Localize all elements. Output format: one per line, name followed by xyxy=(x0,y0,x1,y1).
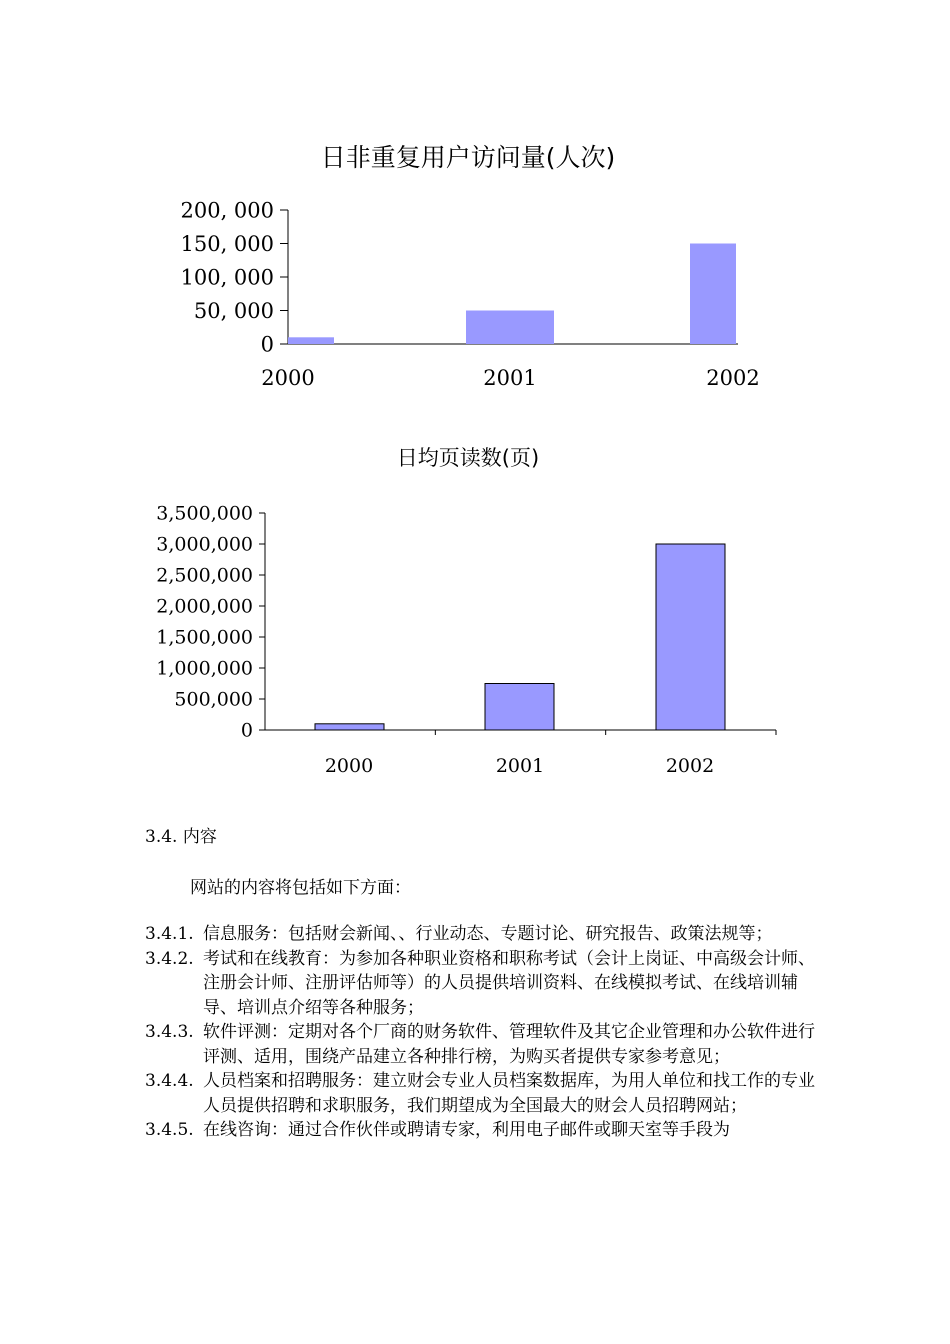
x-category-label: 2000 xyxy=(324,755,374,777)
list-item xyxy=(145,922,815,947)
y-tick-label: 0 xyxy=(240,719,253,742)
item-text: 在线咨询：通过合作伙伴或聘请专家，利用电子邮件或聊天室等手段为 xyxy=(203,1120,730,1140)
item-text: 考试和在线教育：为参加各种职业资格和职称考试（会计上岗证、中高级会计师、注册会计师、注册评估师等）的人员提供培训资料、在线模拟考试、在线培训辅导、培训点介绍等各种服务； xyxy=(203,948,815,1018)
y-tick-label: 1,500,000 xyxy=(156,626,253,649)
bar xyxy=(485,684,554,731)
chart-title: 日非重复用户访问量(人次) xyxy=(320,143,616,172)
y-tick-label: 500,000 xyxy=(174,688,253,711)
item-text: 信息服务：包括财会新闻、、行业动态、专题讨论、研究报告、政策法规等； xyxy=(203,924,773,944)
chart-daily-unique-visitors xyxy=(0,130,950,400)
y-tick-label: 0 xyxy=(260,332,274,357)
item-number: 3.4.5. xyxy=(145,1120,194,1140)
y-tick-label: 50, 000 xyxy=(193,298,274,323)
chart-title: 日均页读数(页) xyxy=(396,446,540,470)
y-tick-label: 3,000,000 xyxy=(156,533,253,556)
x-category-label: 2002 xyxy=(665,755,715,777)
y-tick-label: 150, 000 xyxy=(180,231,274,256)
item-text: 软件评测：定期对各个厂商的财务软件、管理软件及其它企业管理和办公软件进行评测、适用，围绕产品建立各种排行榜，为购买者提供专家参考意见； xyxy=(203,1022,815,1067)
y-tick-label: 1,000,000 xyxy=(156,657,253,680)
item-number: 3.4.2. xyxy=(145,948,194,969)
x-category-label: 2000 xyxy=(261,366,315,390)
item-text: 人员档案和招聘服务：建立财会专业人员档案数据库，为用人单位和找工作的专业人员提供招聘和求职服务，我们期望成为全国最大的财会人员招聘网站； xyxy=(203,1071,815,1116)
list-item xyxy=(145,1020,815,1069)
intro-paragraph: 网站的内容将包括如下方面： xyxy=(190,878,411,898)
bar xyxy=(656,544,725,730)
list-item xyxy=(145,947,815,1021)
y-tick-label: 3,500,000 xyxy=(156,502,253,525)
bar xyxy=(315,724,384,730)
chart-daily-page-views xyxy=(0,430,950,785)
y-tick-label: 100, 000 xyxy=(180,265,274,290)
x-category-label: 2001 xyxy=(483,366,537,390)
bar xyxy=(466,311,554,345)
bar xyxy=(690,244,736,345)
list-item xyxy=(145,1118,815,1143)
x-category-label: 2002 xyxy=(706,366,760,390)
x-category-label: 2001 xyxy=(495,755,545,777)
content-list xyxy=(145,922,815,1143)
y-tick-label: 2,500,000 xyxy=(156,564,253,587)
y-tick-label: 200, 000 xyxy=(180,198,274,223)
item-number: 3.4.3. xyxy=(145,1022,194,1042)
section-heading: 3.4. 内容 xyxy=(145,827,217,847)
list-item xyxy=(145,1069,815,1118)
bar xyxy=(288,337,334,344)
item-number: 3.4.1. xyxy=(145,924,194,944)
y-tick-label: 2,000,000 xyxy=(156,595,253,618)
item-number: 3.4.4. xyxy=(145,1071,194,1091)
